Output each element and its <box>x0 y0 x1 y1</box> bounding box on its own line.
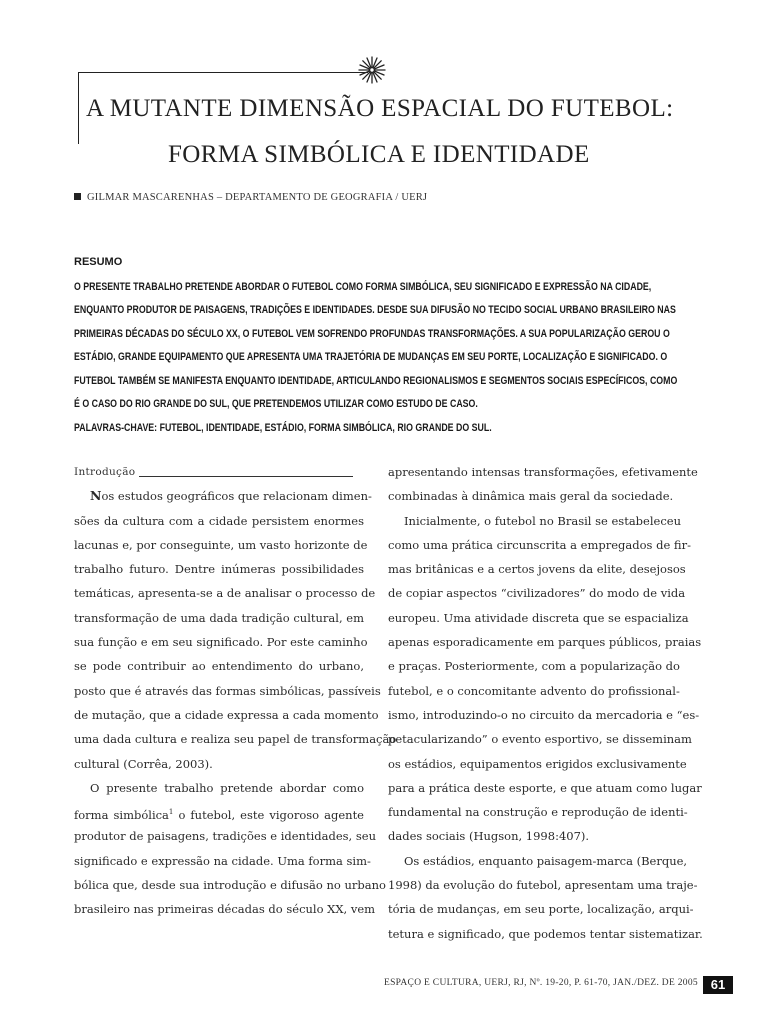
body-line: brasileiro nas primeiras décadas do século XX, vem <box>74 902 376 917</box>
abstract-line: É O CASO DO RIO GRANDE DO SUL, QUE PRETENDEMOS UTILIZAR COMO ESTUDO DE CASO. <box>74 398 478 411</box>
body-line: como uma prática circunscrita a empregados de fir- <box>388 537 691 552</box>
body-line: O presente trabalho pretende abordar como <box>90 780 364 795</box>
author-line <box>74 192 427 203</box>
body-line: dades sociais (Hugson, 1998:407). <box>388 829 590 844</box>
body-line: transformação de uma dada tradição cultural, em <box>74 610 364 625</box>
journal-citation: ESPAÇO E CULTURA, UERJ, RJ, Nº. 19-20, P. 61-70, JAN./DEZ. DE 2005 <box>384 978 698 988</box>
body-line: cultural (Corrêa, 2003). <box>74 756 213 771</box>
bullet-square-icon <box>74 193 81 200</box>
body-line: uma dada cultura e realiza seu papel de transformação <box>74 732 397 747</box>
dropcap-letter: N <box>90 488 102 504</box>
body-line: Nos estudos geográficos que relacionam dimen- <box>90 488 372 504</box>
section-heading-rule <box>139 476 353 477</box>
body-line: futebol, e o concomitante advento do profissional- <box>388 683 680 698</box>
page-number: 61 <box>703 976 733 994</box>
body-line: posto que é através das formas simbólicas, passíveis <box>74 683 381 698</box>
body-line: tória de mudanças, em seu porte, localização, arqui- <box>388 902 694 917</box>
body-line: para a prática deste esporte, e que atuam como lugar <box>388 780 702 795</box>
body-right-column <box>388 460 703 946</box>
body-line: produtor de paisagens, tradições e identidades, seu <box>74 829 376 844</box>
section-heading <box>74 460 364 484</box>
body-line: mas britânicas e a certos jovens da elite, desejosos <box>388 562 686 577</box>
body-line: Os estádios, enquanto paisagem-marca (Berque, <box>404 853 688 868</box>
body-line: sua função e em seu significado. Por este caminho <box>74 635 368 650</box>
body-line: e praças. Posteriormente, com a popularização do <box>388 659 680 674</box>
body-line: se pode contribuir ao entendimento do urbano, <box>74 659 364 674</box>
body-line: de mutação, que a cidade expressa a cada momento <box>74 707 379 722</box>
abstract-line: ENQUANTO PRODUTOR DE PAISAGENS, TRADIÇÕES E IDENTIDADES. DESDE SUA DIFUSÃO NO TECIDO SOCIAL URBANO BRASILEIRO NAS <box>74 304 676 317</box>
body-line: petacularizando” o evento esportivo, se disseminam <box>388 732 692 747</box>
sunburst-ornament-icon <box>358 56 386 84</box>
body-line: temáticas, apresenta-se a de analisar o processo de <box>74 586 376 601</box>
body-line: 1998) da evolução do futebol, apresentam uma traje- <box>388 878 698 893</box>
body-line: tetura e significado, que podemos tentar sistematizar. <box>388 926 703 941</box>
body-line: combinadas à dinâmica mais geral da sociedade. <box>388 489 674 504</box>
body-left-column <box>74 460 397 922</box>
article-title-line1: A MUTANTE DIMENSÃO ESPACIAL DO FUTEBOL: <box>86 95 674 122</box>
abstract-block <box>74 255 680 440</box>
author-text: GILMAR MASCARENHAS – DEPARTAMENTO DE GEOGRAFIA / UERJ <box>87 192 428 203</box>
article-title-line2: FORMA SIMBÓLICA E IDENTIDADE <box>168 141 590 168</box>
abstract-line: ESTÁDIO, GRANDE EQUIPAMENTO QUE APRESENTA UMA TRAJETÓRIA DE MUDANÇAS EM SEU PORTE, LOCALIZAÇÃO E SIGNIFICADO. O <box>74 351 668 364</box>
body-line: apresentando intensas transformações, efetivamente <box>388 465 698 479</box>
body-line: os estádios, equipamentos erigidos exclusivamente <box>388 756 687 771</box>
abstract-line: O PRESENTE TRABALHO PRETENDE ABORDAR O FUTEBOL COMO FORMA SIMBÓLICA, SEU SIGNIFICADO E EXPRESSÃO NA CIDADE, <box>74 281 652 293</box>
keywords-label: PALAVRAS-CHAVE: <box>74 422 158 435</box>
section-heading-text: Introdução <box>74 466 136 478</box>
body-line: Inicialmente, o futebol no Brasil se estabeleceu <box>404 513 681 528</box>
abstract-label: RESUMO <box>74 256 123 268</box>
body-line: apenas esporadicamente em parques públicos, praias <box>388 635 702 650</box>
body-line: fundamental na construção e reprodução de identi- <box>388 805 688 820</box>
abstract-line: FUTEBOL TAMBÉM SE MANIFESTA ENQUANTO IDENTIDADE, ARTICULANDO REGIONALISMOS E SEGMENTOS SOCIAIS ESPECÍFICOS, COMO <box>74 374 678 387</box>
body-line: significado e expressão na cidade. Uma forma sim- <box>74 853 371 868</box>
body-line: europeu. Uma atividade discreta que se espacializa <box>388 610 689 625</box>
body-line: lacunas e, por conseguinte, um vasto horizonte de <box>74 537 368 552</box>
keywords-line <box>74 416 559 440</box>
body-line: sões da cultura com a cidade persistem enormes <box>74 513 364 528</box>
body-line: trabalho futuro. Dentre inúmeras possibilidades <box>74 562 364 577</box>
body-line: bólica que, desde sua introdução e difusão no urbano <box>74 878 386 893</box>
body-line: ismo, introduzindo-o no circuito da mercadoria e “es- <box>388 707 700 722</box>
abstract-line: PRIMEIRAS DÉCADAS DO SÉCULO XX, O FUTEBOL VEM SOFRENDO PROFUNDAS TRANSFORMAÇÕES. A SUA POPULARIZAÇÃO GEROU O <box>74 327 670 340</box>
body-line: de copiar aspectos “civilizadores” do modo de vida <box>388 586 686 601</box>
body-line: forma simbólica$^1$ o futebol, este vigoroso agente <box>74 807 364 822</box>
keywords-text: FUTEBOL, IDENTIDADE, ESTÁDIO, FORMA SIMBÓLICA, RIO GRANDE DO SUL. <box>159 422 492 435</box>
footnote-mark[interactable]: 1 <box>168 808 174 817</box>
